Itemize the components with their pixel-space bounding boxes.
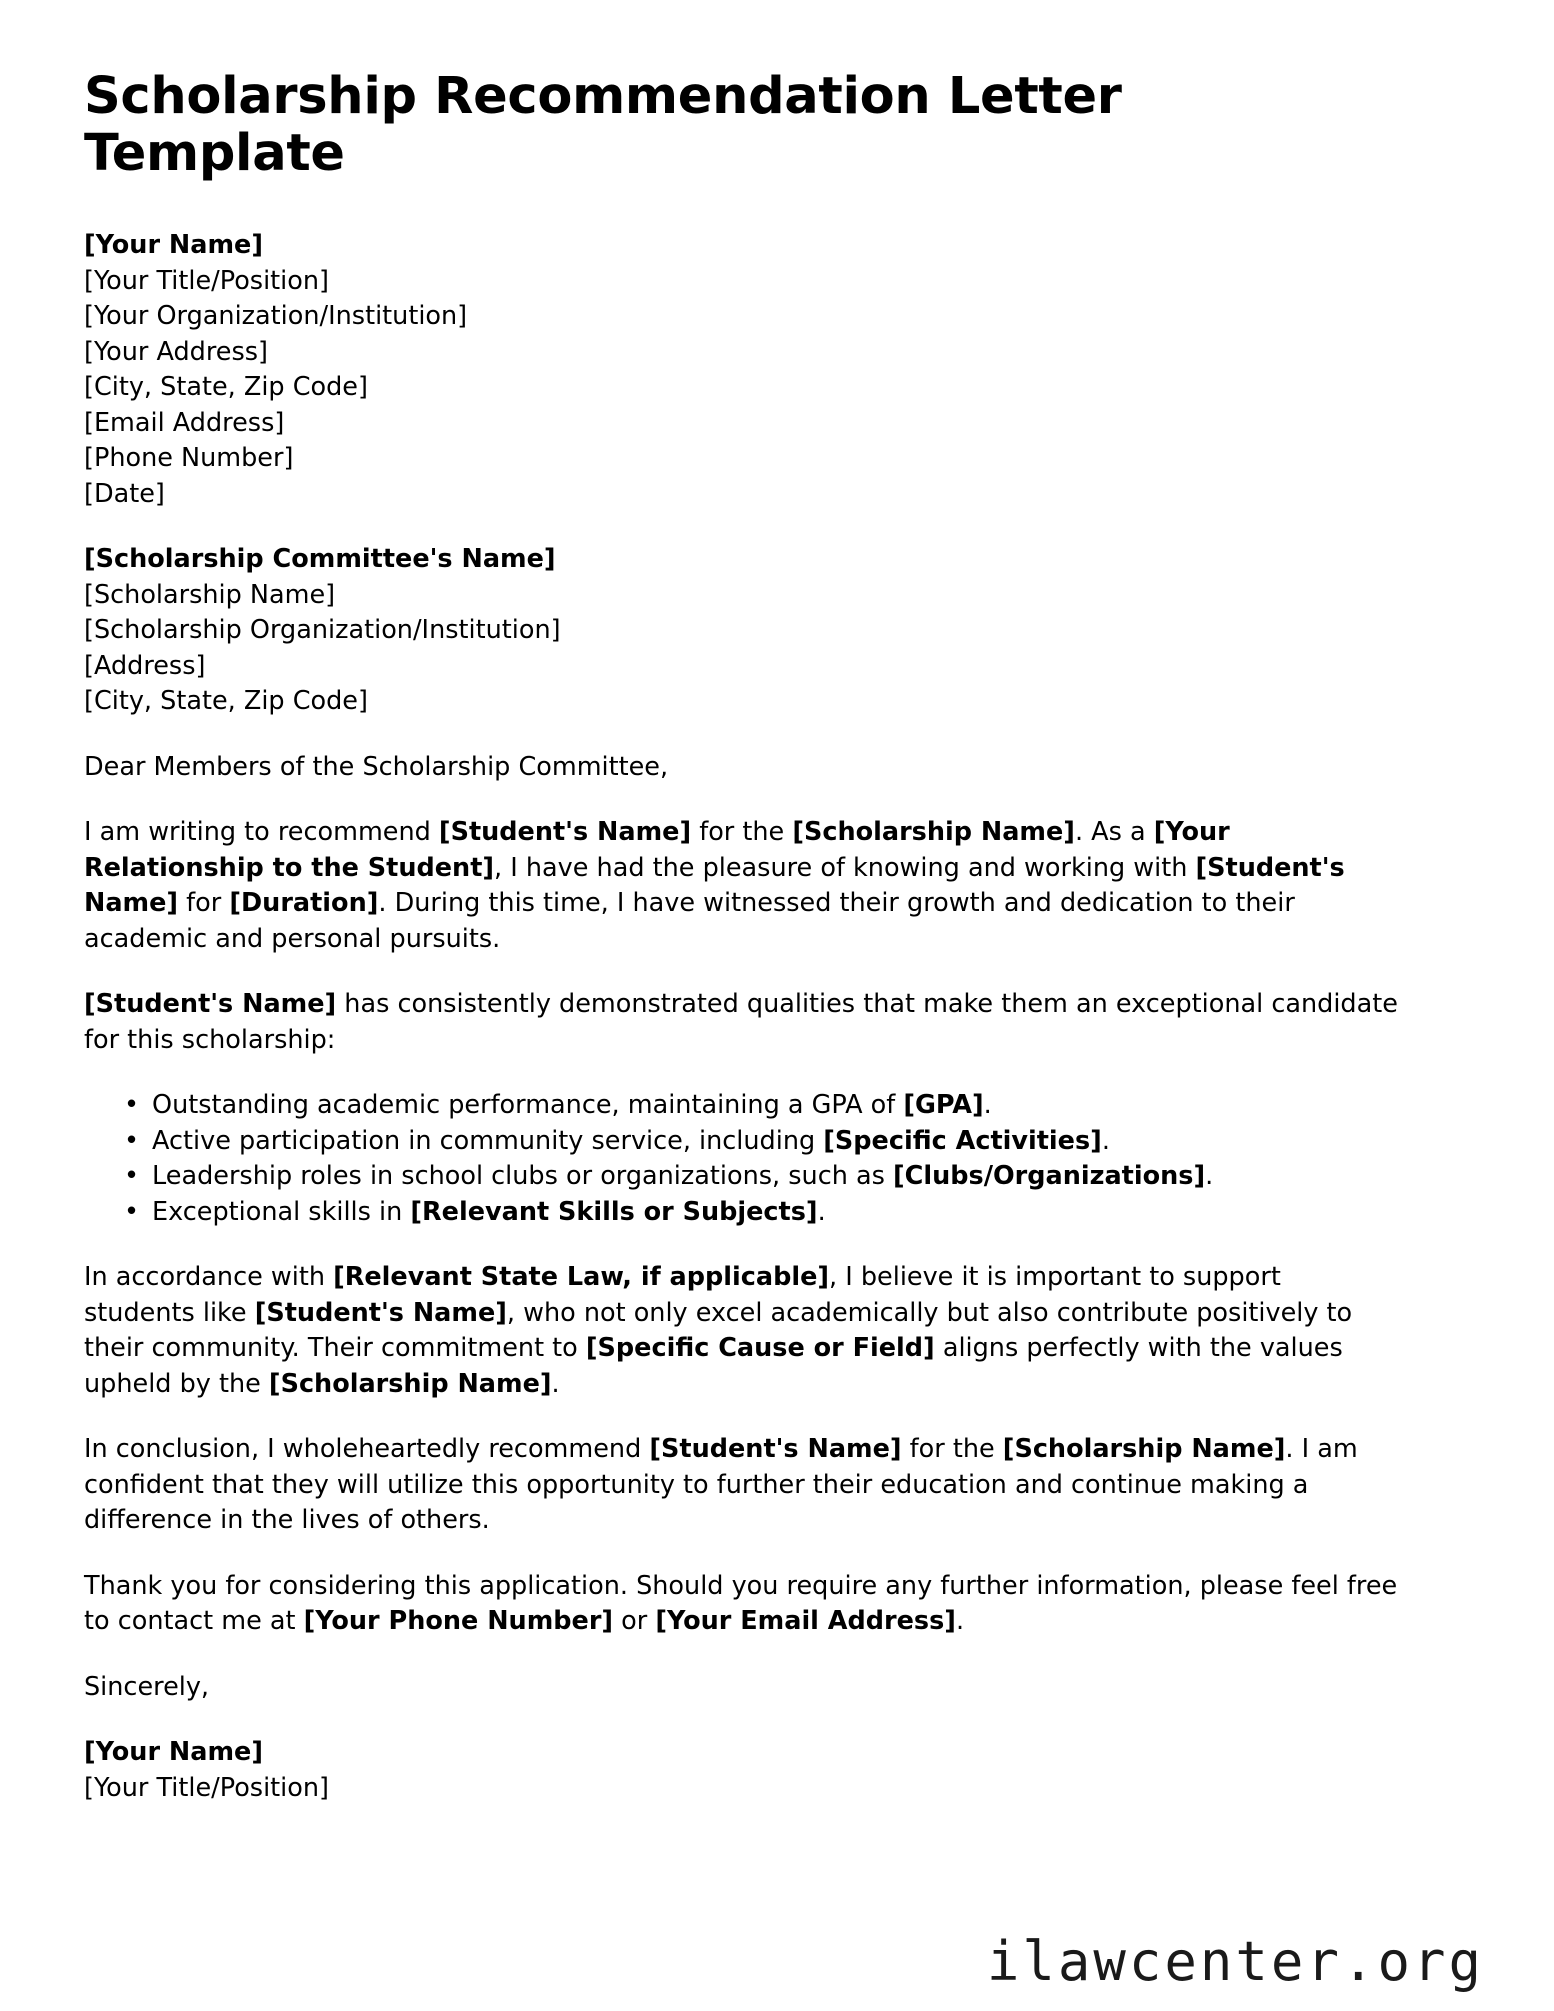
address-line: [Your Organization/Institution] (84, 301, 468, 332)
site-watermark: ilawcenter.org (986, 1930, 1484, 1993)
text-run: . (1205, 1161, 1214, 1192)
text-run: Active participation in community service, including (152, 1125, 824, 1156)
text-run: . (551, 1368, 560, 1399)
text-run: . (983, 1090, 992, 1121)
address-line: [Phone Number] (84, 443, 294, 474)
address-line: [Date] (84, 478, 165, 509)
salutation: Dear Members of the Scholarship Committee, (84, 751, 669, 782)
body-paragraph-3 (84, 1260, 1399, 1402)
text-run: . As a (1074, 817, 1154, 848)
placeholder-token: [Specific Cause or Field] (585, 1333, 935, 1364)
recipient-address-block (84, 542, 1470, 720)
page-title: Scholarship Recommendation Letter Template (84, 67, 1122, 184)
placeholder-token: [Student's Name] (438, 817, 692, 848)
text-run: for (178, 888, 230, 919)
closing-line: Sincerely, (84, 1671, 210, 1702)
placeholder-token: [Student's Name] (649, 1434, 902, 1465)
list-item (152, 1159, 1404, 1195)
placeholder-token: [Your Email Address] (655, 1606, 956, 1637)
address-line: [Email Address] (84, 407, 285, 438)
qualities-list (84, 1088, 1404, 1230)
address-line: [City, State, Zip Code] (84, 372, 368, 403)
address-line: [Your Name] (84, 1737, 263, 1768)
body-paragraph-4 (84, 1432, 1399, 1539)
text-run: , I believe it is important to support students like (84, 1262, 1281, 1328)
placeholder-token: [Scholarship Name] (1002, 1434, 1286, 1465)
placeholder-token: [Student's Name] (84, 852, 1345, 919)
placeholder-token: [Student's Name] (84, 989, 337, 1020)
text-run: I am writing to recommend (84, 817, 439, 848)
text-run: , who not only excel academically but also contribute positively to their community. Their commitment to (84, 1297, 1353, 1364)
list-item (152, 1195, 1404, 1231)
placeholder-token: [Your Phone Number] (303, 1606, 614, 1637)
text-run: Exceptional skills in (152, 1196, 411, 1227)
placeholder-token: [Student's Name] (254, 1297, 507, 1328)
placeholder-token: [Duration] (229, 888, 379, 919)
text-run: . (955, 1606, 965, 1637)
list-item (152, 1124, 1404, 1160)
placeholder-token: [Your Relationship to the Student] (84, 817, 1230, 883)
text-run: Outstanding academic performance, maintaining a GPA of (152, 1090, 904, 1121)
sender-address-block (84, 228, 1470, 512)
text-run: . (817, 1196, 826, 1227)
text-run: In conclusion, I wholeheartedly recommend (84, 1434, 650, 1465)
placeholder-token: [Clubs/Organizations] (893, 1161, 1206, 1192)
text-run: . I am confident that they will utilize this opportunity to further their education and continue making a difference in the lives of others. (84, 1434, 1358, 1536)
placeholder-token: [Scholarship Name] (792, 817, 1075, 848)
text-run: . During this time, I have witnessed their growth and dedication to their academic and personal pursuits. (84, 888, 1295, 954)
text-run: Thank you for considering this application. Should you require any further information, please feel free to contact me at (84, 1570, 1398, 1637)
placeholder-token: [Relevant Skills or Subjects] (410, 1196, 818, 1227)
address-line: [Scholarship Committee's Name] (84, 544, 556, 575)
text-run: for the (691, 817, 793, 848)
placeholder-token: [Specific Activities] (823, 1125, 1102, 1156)
text-run: Leadership roles in school clubs or organizations, such as (152, 1161, 893, 1192)
address-line: [City, State, Zip Code] (84, 686, 368, 717)
placeholder-token: [Scholarship Name] (268, 1368, 552, 1399)
address-line: [Scholarship Organization/Institution] (84, 615, 561, 646)
address-line: [Scholarship Name] (84, 579, 336, 610)
signature-block (84, 1735, 1470, 1806)
text-run: for the (901, 1434, 1003, 1465)
address-line: [Your Name] (84, 230, 263, 261)
text-run: , I have had the pleasure of knowing and working with (494, 852, 1196, 883)
body-paragraph-5 (84, 1569, 1399, 1640)
address-line: [Your Title/Position] (84, 1772, 329, 1803)
address-line: [Address] (84, 650, 206, 681)
list-item (152, 1088, 1404, 1124)
body-paragraph-1 (84, 815, 1399, 957)
placeholder-token: [GPA] (903, 1090, 984, 1121)
address-line: [Your Title/Position] (84, 265, 329, 296)
text-run: or (613, 1606, 656, 1637)
text-run: In accordance with (84, 1262, 334, 1293)
text-run: . (1101, 1125, 1110, 1156)
body-paragraph-2 (84, 987, 1399, 1058)
text-run: aligns perfectly with the values upheld by the (84, 1333, 1343, 1399)
placeholder-token: [Relevant State Law, if applicable] (333, 1262, 830, 1293)
address-line: [Your Address] (84, 336, 268, 367)
text-run: has consistently demonstrated qualities that make them an exceptional candidate for this scholarship: (84, 989, 1398, 1055)
